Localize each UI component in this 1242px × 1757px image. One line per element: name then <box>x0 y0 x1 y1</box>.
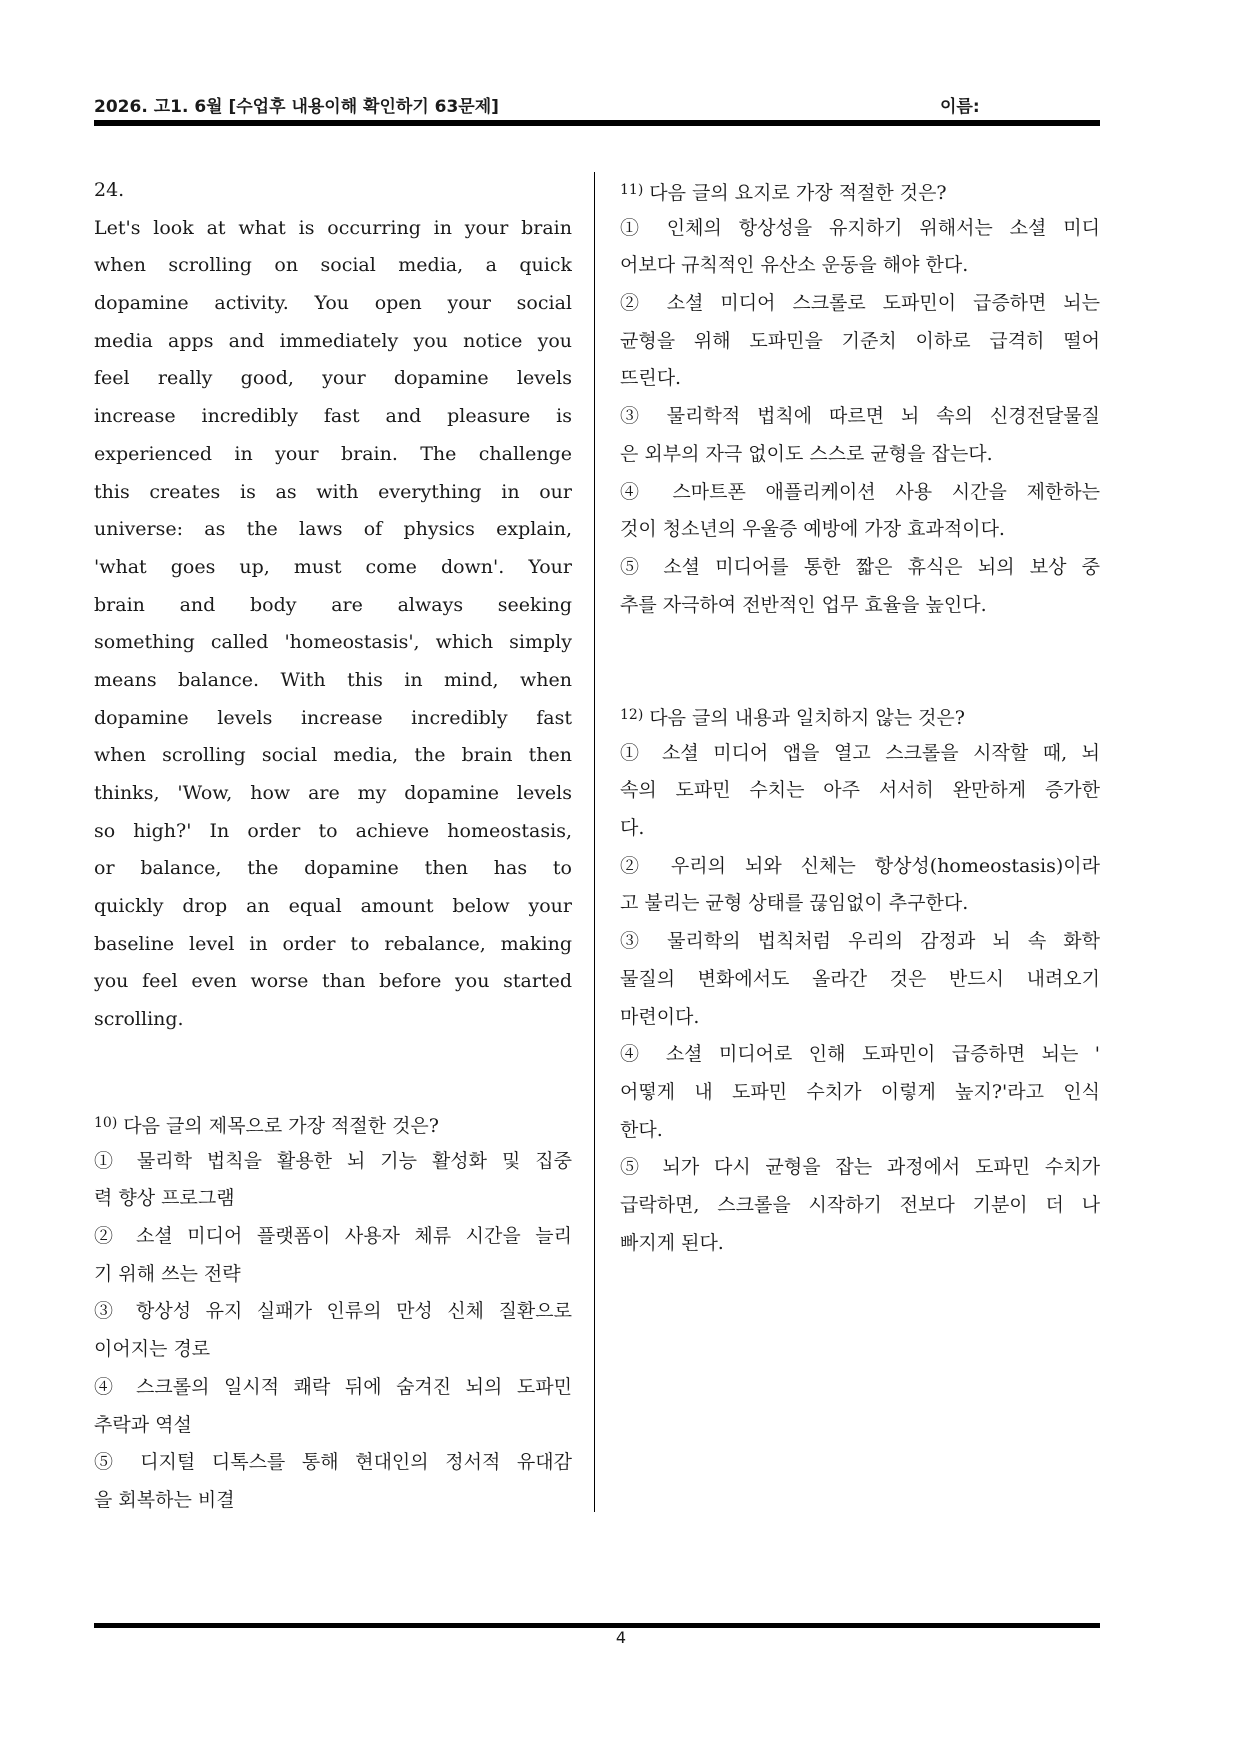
option-line: 추락과 역설 <box>94 1413 192 1436</box>
option-line: ④ 소셜 미디어로 인해 도파민이 급증하면 뇌는 ' <box>620 1043 1100 1066</box>
option-line: ⑤ 소셜 미디어를 통한 짧은 휴식은 뇌의 보상 중 <box>620 555 1100 578</box>
option-line: 다. <box>620 817 645 840</box>
question-10 <box>94 1105 572 1520</box>
option-line: ⑤ 뇌가 다시 균형을 잡는 과정에서 도파민 수치가 <box>620 1156 1100 1179</box>
option-line: ④ 스마트폰 애플리케이션 사용 시간을 제한하는 <box>620 480 1100 503</box>
question-number: 11) <box>620 182 644 198</box>
option-line: 한다. <box>620 1118 663 1141</box>
option-line: ③ 항상성 유지 실패가 인류의 만성 신체 질환으로 <box>94 1300 572 1323</box>
option-line: ④ 스크롤의 일시적 쾌락 뒤에 숨겨진 뇌의 도파민 <box>94 1375 572 1398</box>
option-line: 어떻게 내 도파민 수치가 이렇게 높지?'라고 인식 <box>620 1080 1100 1103</box>
passage-line: baseline level in order to rebalance, making <box>94 932 572 955</box>
option-line: ② 소셜 미디어 플랫폼이 사용자 체류 시간을 늘리 <box>94 1225 572 1248</box>
option-line: ② 소셜 미디어 스크롤로 도파민이 급증하면 뇌는 <box>620 292 1100 315</box>
question-prompt <box>620 697 1100 735</box>
option-line: 어보다 규칙적인 유산소 운동을 해야 한다. <box>620 254 969 277</box>
answer-option-3[interactable] <box>94 1293 572 1368</box>
passage-line: scrolling. <box>94 1008 184 1031</box>
question-number: 10) <box>94 1115 118 1131</box>
answer-option-2[interactable] <box>620 285 1100 398</box>
passage-line: you feel even worse than before you started <box>94 970 572 993</box>
option-line: ② 우리의 뇌와 신체는 항상성(homeostasis)이라 <box>620 854 1100 877</box>
passage-line: Let's look at what is occurring in your brain <box>94 216 572 239</box>
page-header <box>94 92 1100 118</box>
passage-line: when scrolling social media, the brain then <box>94 744 572 767</box>
answer-option-2[interactable] <box>620 848 1100 923</box>
answer-option-3[interactable] <box>620 923 1100 1036</box>
question-11 <box>620 172 1100 624</box>
answer-option-1[interactable] <box>94 1143 572 1218</box>
question-text: 다음 글의 제목으로 가장 적절한 것은? <box>123 1115 439 1137</box>
option-line: ① 물리학 법칙을 활용한 뇌 기능 활성화 및 집중 <box>94 1149 572 1172</box>
passage-line: feel really good, your dopamine levels <box>94 367 572 390</box>
name-label: 이름: <box>940 97 980 117</box>
question-12 <box>620 697 1100 1262</box>
question-prompt <box>94 1105 572 1143</box>
option-line: 마련이다. <box>620 1005 700 1028</box>
answer-option-5[interactable] <box>620 1149 1100 1262</box>
answer-option-5[interactable] <box>620 549 1100 624</box>
passage-line: universe: as the laws of physics explain, <box>94 518 572 541</box>
option-line: 물질의 변화에서도 올라간 것은 반드시 내려오기 <box>620 967 1100 990</box>
answer-option-3[interactable] <box>620 398 1100 473</box>
option-line: 빠지게 된다. <box>620 1231 724 1254</box>
passage-line: something called 'homeostasis', which simply <box>94 631 572 654</box>
option-line: ③ 물리학의 법칙처럼 우리의 감정과 뇌 속 화학 <box>620 930 1100 953</box>
passage-line: or balance, the dopamine then has to <box>94 857 572 880</box>
option-line: 기 위해 쓰는 전략 <box>94 1262 241 1285</box>
column-divider <box>594 172 595 1512</box>
option-line: ① 소셜 미디어 앱을 열고 스크롤을 시작할 때, 뇌 <box>620 741 1100 764</box>
passage-line: this creates is as with everything in our <box>94 480 572 503</box>
passage-line: increase incredibly fast and pleasure is <box>94 405 572 428</box>
option-line: 급락하면, 스크롤을 시작하기 전보다 기분이 더 나 <box>620 1193 1100 1216</box>
answer-option-4[interactable] <box>620 1036 1100 1149</box>
option-line: 을 회복하는 비결 <box>94 1488 235 1511</box>
option-line: 은 외부의 자극 없이도 스스로 균형을 잡는다. <box>620 442 993 465</box>
option-line: 뜨린다. <box>620 367 682 390</box>
option-line: ⑤ 디지털 디톡스를 통해 현대인의 정서적 유대감 <box>94 1451 572 1474</box>
header-rule <box>94 120 1100 126</box>
answer-option-1[interactable] <box>620 210 1100 285</box>
answer-option-4[interactable] <box>620 474 1100 549</box>
passage-line: brain and body are always seeking <box>94 593 572 616</box>
passage-line: means balance. With this in mind, when <box>94 668 572 691</box>
question-text: 다음 글의 요지로 가장 적절한 것은? <box>649 182 947 204</box>
passage-line: thinks, 'Wow, how are my dopamine levels <box>94 782 572 804</box>
passage-line: when scrolling on social media, a quick <box>94 254 572 277</box>
question-text: 다음 글의 내용과 일치하지 않는 것은? <box>649 707 965 729</box>
option-line: 추를 자극하여 전반적인 업무 효율을 높인다. <box>620 593 987 616</box>
page-number: 4 <box>615 1628 627 1647</box>
option-line: ① 인체의 항상성을 유지하기 위해서는 소셜 미디 <box>620 216 1100 239</box>
option-line: 이어지는 경로 <box>94 1338 211 1361</box>
option-line: 속의 도파민 수치는 아주 서서히 완만하게 증가한 <box>620 779 1100 802</box>
passage-line: media apps and immediately you notice you <box>94 329 572 352</box>
passage-line: dopamine activity. You open your social <box>94 292 572 315</box>
passage <box>94 172 572 1039</box>
option-line: ③ 물리학적 법칙에 따르면 뇌 속의 신경전달물질 <box>620 405 1100 428</box>
answer-option-1[interactable] <box>620 735 1100 848</box>
question-prompt <box>620 172 1100 210</box>
answer-option-4[interactable] <box>94 1369 572 1444</box>
passage-number: 24. <box>94 179 125 201</box>
question-number: 12) <box>620 707 644 723</box>
option-line: 고 불리는 균형 상태를 끊임없이 추구한다. <box>620 892 969 915</box>
passage-line: so high?' In order to achieve homeostasis, <box>94 819 572 842</box>
worksheet-title: 2026. 고1. 6월 [수업후 내용이해 확인하기 63문제] <box>94 97 499 117</box>
option-line: 것이 청소년의 우울증 예방에 가장 효과적이다. <box>620 518 1005 541</box>
option-line: 균형을 위해 도파민을 기준치 이하로 급격히 떨어 <box>620 329 1100 352</box>
answer-option-5[interactable] <box>94 1444 572 1519</box>
answer-option-2[interactable] <box>94 1218 572 1293</box>
passage-line: 'what goes up, must come down'. Your <box>94 555 572 578</box>
passage-line: quickly drop an equal amount below your <box>94 895 572 918</box>
passage-line: experienced in your brain. The challenge <box>94 442 572 465</box>
passage-line: dopamine levels increase incredibly fast <box>94 706 572 729</box>
option-line: 력 향상 프로그램 <box>94 1187 235 1210</box>
